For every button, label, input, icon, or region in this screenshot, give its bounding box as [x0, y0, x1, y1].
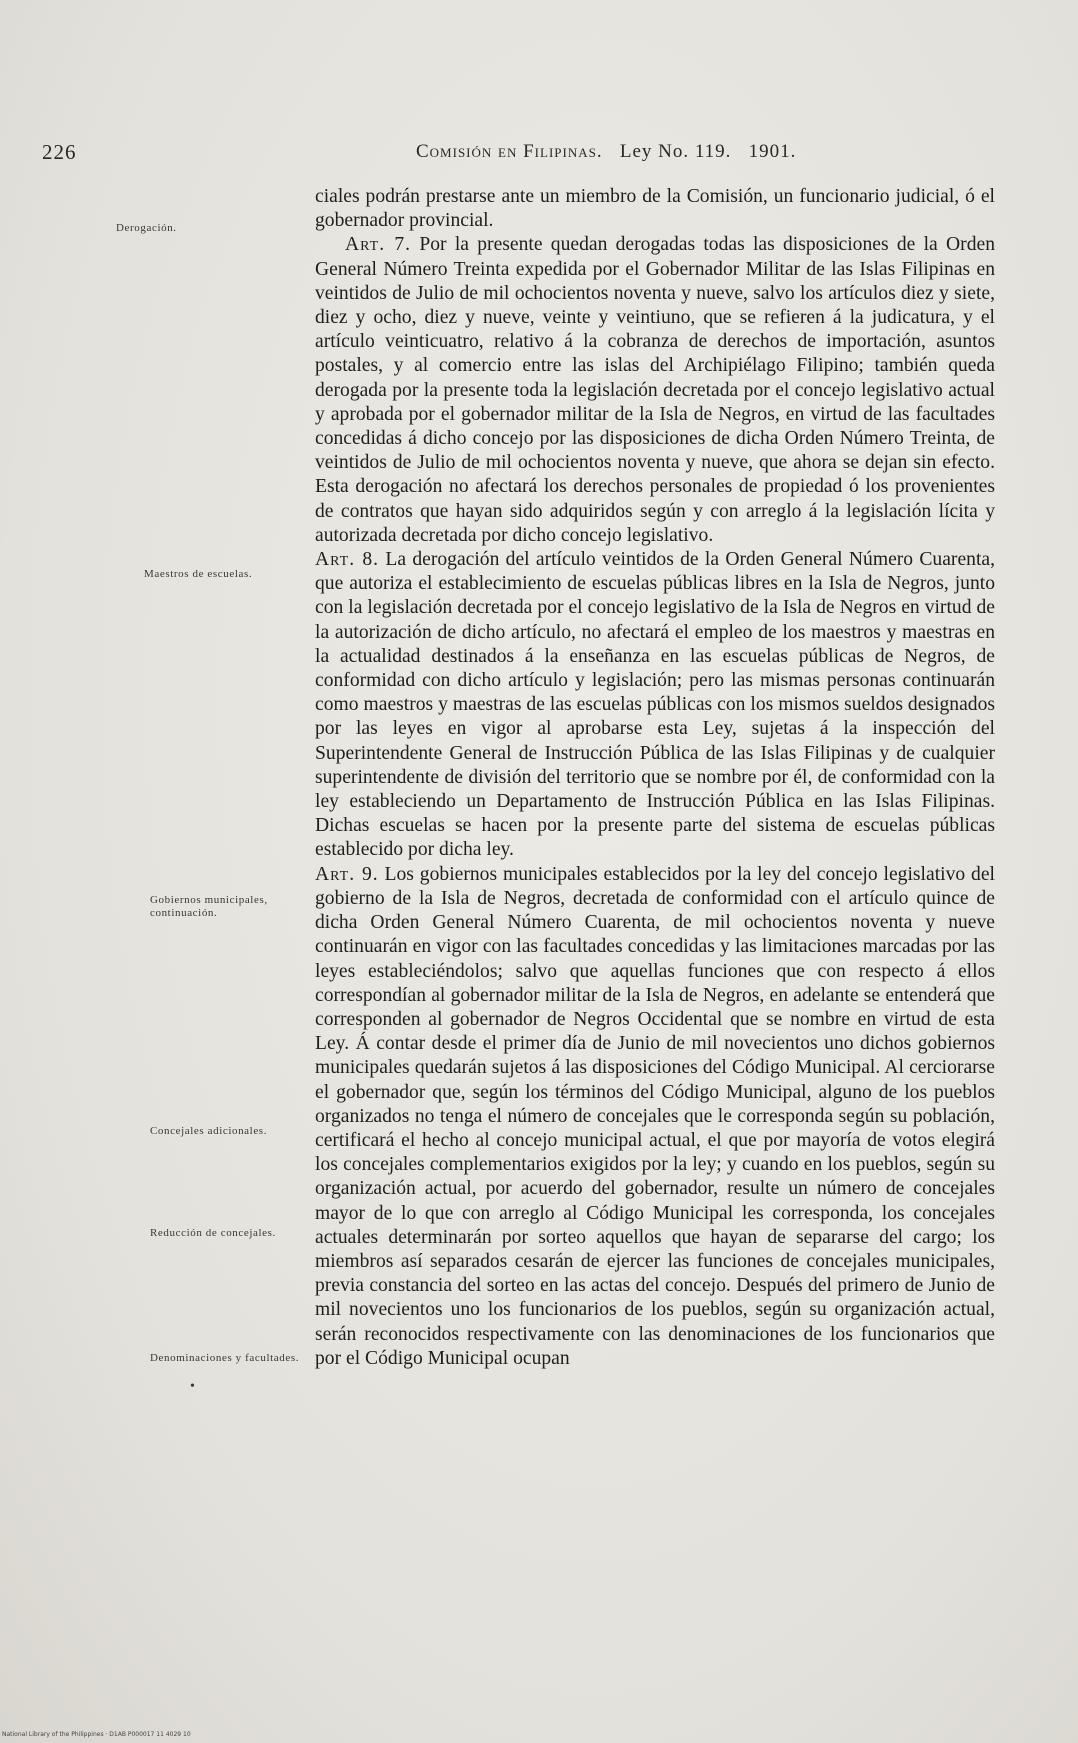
running-head-year: 1901.: [748, 141, 797, 162]
page-number: 226: [42, 140, 77, 164]
article-9-text: Los gobiernos municipales establecidos por la ley del concejo legislativo del gobierno de la Isla de Negros, decretada de conformidad con el artículo quince de dicha Orden General Número Cuarenta, de mil ochocientos noventa y nueve continuarán en vigor con las facultades concedidas y las limitaciones marcadas por las leyes estableciéndolos; salvo que aquellas funciones que con respecto á ellos correspondían al gobernador militar de la Isla de Negros, en adelante se entenderá que corresponden al gobernador de Negros Occidental que se nombre en virtud de esta Ley. Á contar desde el primer día de Junio de mil novecientos uno dichos gobiernos municipales quedarán sujetos á las disposiciones del Código Municipal. Al cerciorarse el gobernador que, según los términos del Código Municipal, alguno de los pueblos organizados no tenga el número de concejales que le corresponda según su población, certificará el hecho al concejo municipal actual, el que por mayoría de votos elegirá los concejales complementarios exigidos por la ley; y cuando en los pueblos, según su organización actual, por acuerdo del gobernador, resulte un número de concejales mayor de lo que con arreglo al Código Municipal les corresponda, los concejales actuales determinarán por sorteo aquellos que hayan de separarse del cargo; los miembros así separados cesarán de ejercer las funciones de concejales municipales, previa constancia del sorteo en las actas del concejo. Después del primero de Junio de mil novecientos uno los funcionarios de los pueblos, según su organización actual, serán reconocidos respectivamente con las denominaciones de los funcionarios que por el Código Municipal ocupan: [315, 863, 995, 1369]
margin-note-gobiernos: Gobiernos municipales, continuación.: [150, 894, 268, 919]
margin-note-reduccion: Reducción de concejales.: [150, 1227, 276, 1239]
body-text: [315, 185, 995, 1371]
margin-note-derogacion: Derogación.: [116, 222, 177, 234]
running-head: [416, 141, 796, 163]
margin-note-denominaciones-text: Denominaciones y facultades.: [150, 1352, 300, 1364]
scan-footer: National Library of the Philippines · D1AB P000017 11 4029 10: [2, 1731, 191, 1738]
article-7-text: Por la presente quedan derogadas todas las disposiciones de la Orden General Número Treinta expedida por el Gobernador Militar de las Islas Filipinas en veintidos de Julio de mil ochocientos noventa y nueve, salvo los artículos diez y siete, diez y ocho, diez y nueve, veinte y veintiuno, que se refieren á la judicatura, y el artículo veinticuatro, relativo á la cobranza de derechos de importación, asuntos postales, y al comercio entre las islas del Archipiélago Filipino; también queda derogada por la presente toda la legislación decretada por el concejo legislativo actual y aprobada por el gobernador militar de la Isla de Negros, en virtud de las facultades concedidas á dicho concejo por las disposiciones de dicha Orden Número Treinta, de veintidos de Julio de mil ochocientos noventa y nueve, que ahora se dejan sin efecto. Esta derogación no afectará los derechos personales de propiedad ó los provenientes de contratos que hayan sido adquiridos según y con arreglo á la legislación lícita y autorizada decretada por dicho concejo legislativo.: [315, 234, 995, 546]
article-8-text: La derogación del artículo veintidos de la Orden General Número Cuarenta, que autoriza el establecimiento de escuelas públicas libres en la Isla de Negros, junto con la legislación decretada por el concejo legislativo de la Isla de Negros en virtud de la autorización de dicho artículo, no afectará el empleo de los maestros y maestras en la actualidad destinados á la enseñanza en las escuelas públicas de Negros, de conformidad con dicho artículo y legislación; pero las mismas personas continuarán como maestros y maestras de las escuelas públicas con los mismos sueldos designados por las leyes en vigor al aprobarse esta Ley, sujetas á la inspección del Superintendente General de Instrucción Pública de las Islas Filipinas y de cualquier superintendente de división del territorio que se nombre por él, de conformidad con la ley estableciendo un Departamento de Instrucción Pública en las Islas Filipinas. Dichas escuelas se hacen por la presente parte del sistema de escuelas públicas establecido por dicha ley.: [315, 549, 995, 861]
article-7: [315, 233, 995, 548]
running-head-law: Ley No. 119.: [619, 141, 732, 162]
margin-note-maestros: Maestros de escuelas.: [144, 568, 253, 580]
article-8-label: Art. 8.: [315, 549, 380, 571]
running-head-title: Comisión en Filipinas.: [416, 141, 603, 162]
article-9-label: Art. 9.: [315, 863, 379, 885]
article-9: [315, 863, 995, 1371]
article-8: [315, 548, 995, 863]
margin-note-concejales-adicionales: Concejales adicionales.: [150, 1125, 268, 1137]
margin-note-denominaciones: [150, 1352, 310, 1394]
bullet-mark: •: [190, 1379, 196, 1394]
article-7-label: Art. 7.: [345, 234, 412, 256]
continuation-paragraph: ciales podrán prestarse ante un miembro de la Comisión, un funcionario judicial, ó el gobernador provincial.: [315, 186, 995, 232]
